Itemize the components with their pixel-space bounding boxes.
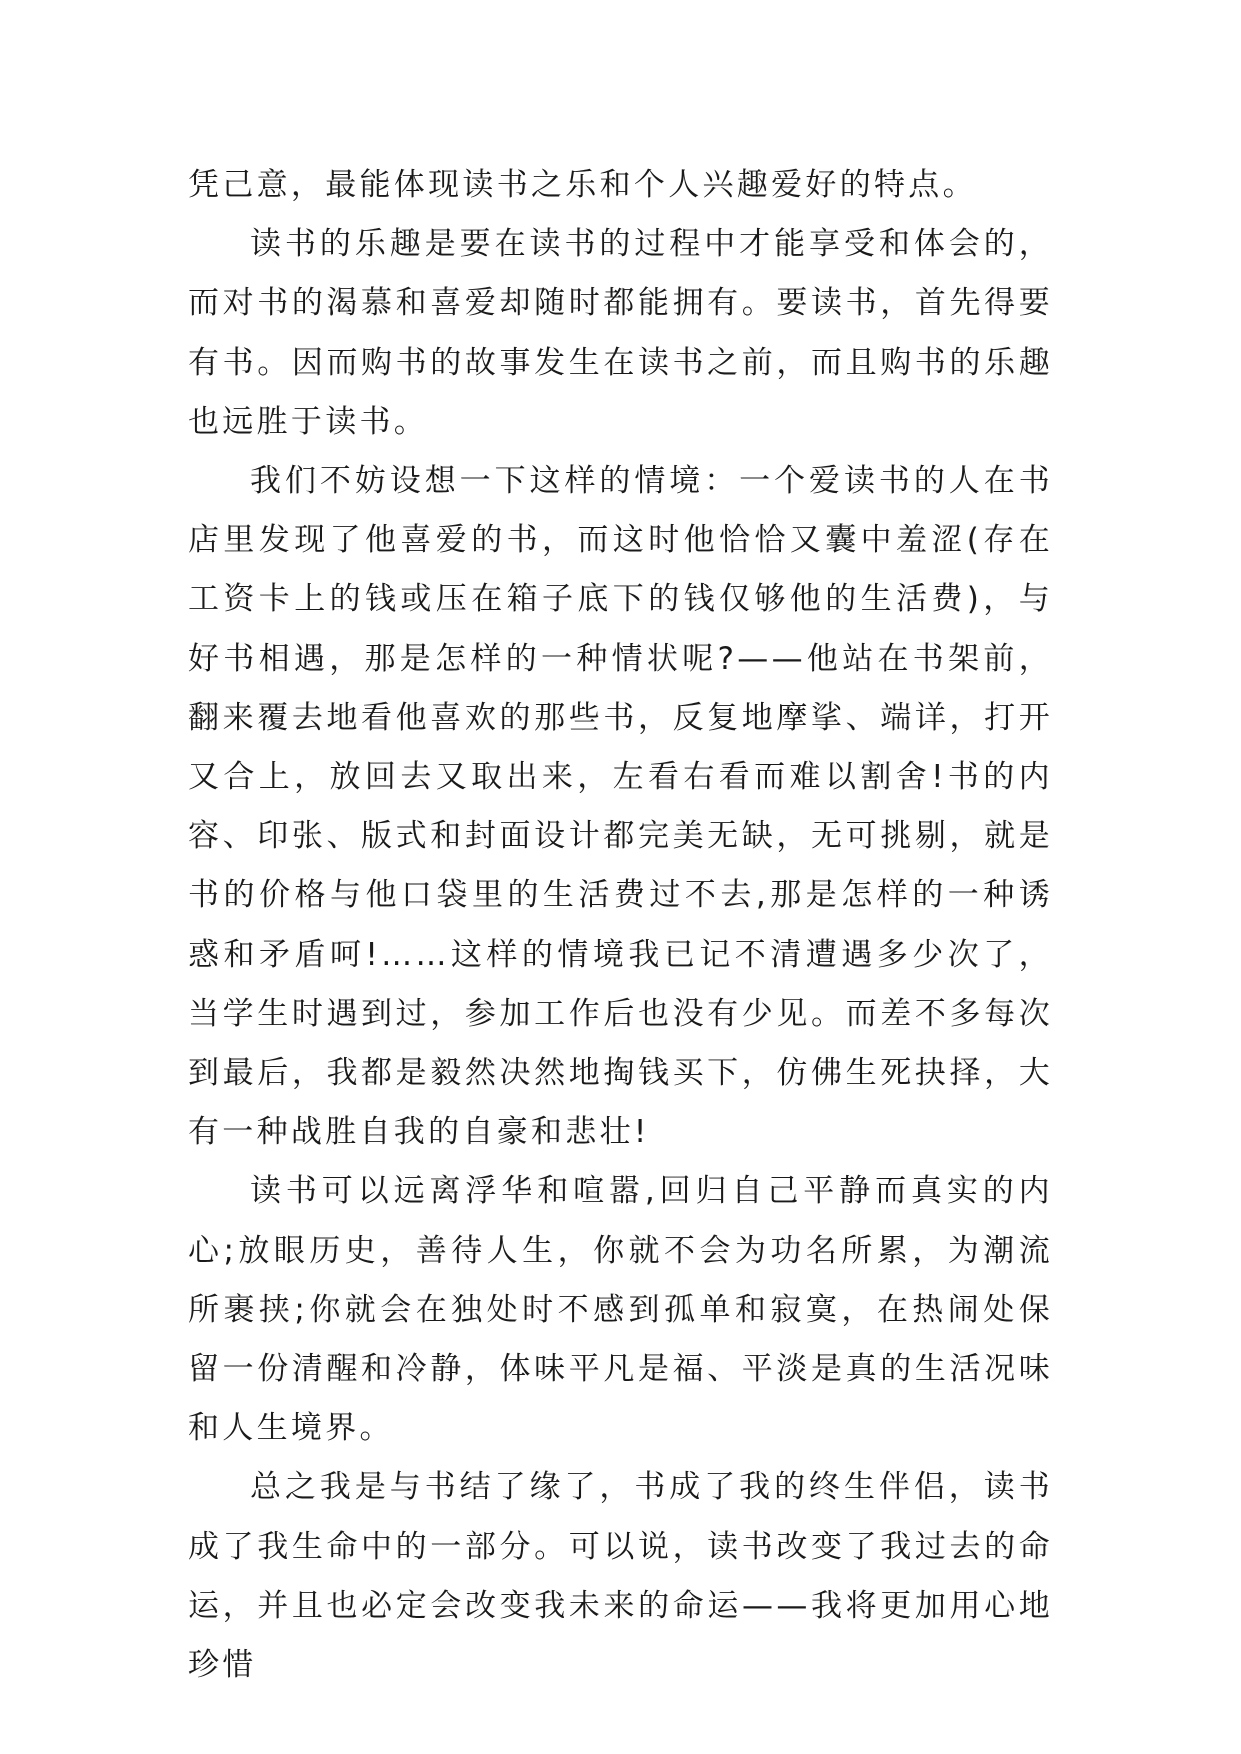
body-text	[188, 156, 1053, 1695]
paragraph-2: 读书的乐趣是要在读书的过程中才能享受和体会的，而对书的渴慕和喜爱却随时都能拥有。要读书，首先得要有书。因而购书的故事发生在读书之前，而且购书的乐趣也远胜于读书。	[188, 226, 1053, 440]
paragraph-1: 凭己意，最能体现读书之乐和个人兴趣爱好的特点。	[188, 167, 977, 203]
paragraph-3: 我们不妨设想一下这样的情境：一个爱读书的人在书店里发现了他喜爱的书，而这时他恰恰又囊中羞涩(存在工资卡上的钱或压在箱子底下的钱仅够他的生活费)，与好书相遇，那是怎样的一种情状呢?——他站在书架前，翻来覆去地看他喜欢的那些书，反复地摩挲、端详，打开又合上，放回去又取出来，左看右看而难以割舍!书的内容、印张、版式和封面设计都完美无缺，无可挑剔，就是书的价格与他口袋里的生活费过不去,那是怎样的一种诱惑和矛盾呵!……这样的情境我已记不清遭遇多少次了，当学生时遇到过，参加工作后也没有少见。而差不多每次到最后，我都是毅然决然地掏钱买下，仿佛生死抉择，大有一种战胜自我的自豪和悲壮!	[188, 463, 1053, 1151]
paragraph-5: 总之我是与书结了缘了，书成了我的终生伴侣，读书成了我生命中的一部分。可以说，读书改变了我过去的命运，并且也必定会改变我未来的命运——我将更加用心地珍惜	[188, 1469, 1053, 1684]
paragraph-4: 读书可以远离浮华和喧嚣,回归自己平静而真实的内心;放眼历史，善待人生，你就不会为功名所累，为潮流所裹挟;你就会在独处时不感到孤单和寂寞，在热闹处保留一份清醒和冷静，体味平凡是福、平淡是真的生活况味和人生境界。	[188, 1173, 1053, 1447]
